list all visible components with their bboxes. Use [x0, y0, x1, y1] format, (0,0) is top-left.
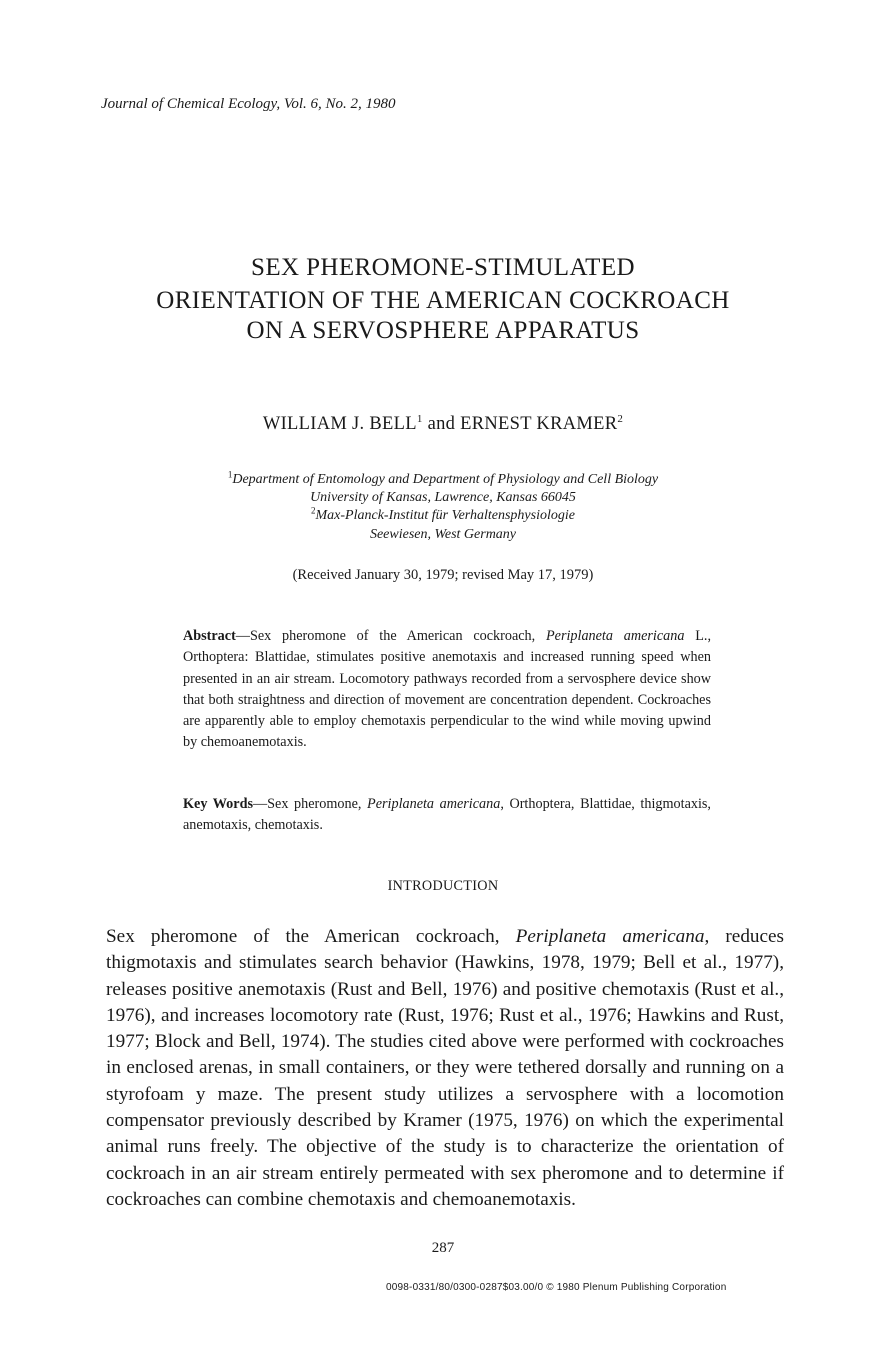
abstract-label: Abstract: [183, 628, 236, 644]
abstract-text: L., Orthoptera: Blattidae, stimulates positive anemotaxis and increased running speed when presented in an air stream. Locomotory pathways recorded from a servosphere device show that both straightness and direction of movement are concentration dependent. Cockroaches are apparently able to employ chemotaxis perpendicular to the wind while moving upwind by chemoanemotaxis.: [183, 628, 711, 751]
abstract: [183, 626, 711, 754]
title-line-3: ON A SERVOSPHERE APPARATUS: [246, 317, 640, 344]
introduction-paragraph: [106, 924, 784, 1213]
affiliation-line-1: [0, 471, 886, 489]
paragraph-text: Sex pheromone of the American cockroach,: [106, 926, 516, 947]
key-words: [183, 794, 711, 837]
affiliation-marker: 2: [617, 412, 624, 425]
section-heading-introduction: INTRODUCTION: [387, 878, 499, 894]
title-line-1: SEX PHEROMONE-STIMULATED: [251, 254, 635, 281]
key-words-text: , Orthoptera, Blattidae, thigmotaxis, anemotaxis, chemotaxis.: [183, 796, 711, 834]
key-words-dash: —: [252, 796, 268, 812]
received-dates: (Received January 30, 1979; revised May 17, 1979): [292, 567, 594, 583]
species-name: Periplaneta americana: [367, 796, 501, 812]
author-conjunction: and: [427, 414, 456, 434]
journal-citation: Journal of Chemical Ecology, Vol. 6, No. 2, 1980: [101, 96, 396, 112]
affiliation-line-3: [0, 507, 886, 525]
key-words-label: Key Words: [183, 796, 253, 812]
author-name: ERNEST KRAMER: [460, 414, 618, 434]
key-words-text: Sex pheromone,: [267, 796, 368, 812]
species-name: Periplaneta americana: [545, 628, 685, 644]
author-line: [0, 414, 886, 435]
abstract-text: Sex pheromone of the American cockroach,: [249, 628, 546, 644]
author-name: WILLIAM J. BELL: [262, 414, 417, 434]
paragraph-text: , reduces thigmotaxis and stimulates search behavior (Hawkins, 1978, 1979; Bell et al., 1977), releases positive anemotaxis (Rust and Bell, 1976) and positive chemotaxis (Rust et al., 1976), and increases locomotory rate (Rust, 1976; Rust et al., 1976; Hawkins and Rust, 1977; Block and Bell, 1974). The studies cited above were performed with cockroaches in enclosed arenas, in small containers, or they were tethered dorsally and running on a styrofoam y maze. The present study utilizes a servosphere with a locomotion compensator previously described by Kramer (1975, 1976) on which the experimental animal runs freely. The objective of the study is to characterize the orientation of cockroach in an air stream entirely permeated with sex pheromone and to determine if cockroaches can combine chemotaxis and chemoanemotaxis.: [106, 926, 785, 1210]
copyright-footer: 0098-0331/80/0300-0287$03.00/0 © 1980 Plenum Publishing Corporation: [386, 1282, 727, 1293]
affiliation-marker: 1: [227, 469, 233, 480]
abstract-dash: —: [235, 628, 250, 644]
title-line-2: ORIENTATION OF THE AMERICAN COCKROACH: [156, 287, 730, 314]
affiliation-line-4: Seewiesen, West Germany: [369, 527, 517, 542]
affiliation-marker: 2: [311, 505, 316, 516]
species-name: Periplaneta americana: [515, 926, 705, 947]
affiliation-text: Department of Entomology and Department of Physiology and Cell Biology: [232, 472, 659, 487]
page-number: 287: [431, 1240, 455, 1256]
affiliation-text: Max-Planck-Institut für Verhaltensphysiologie: [315, 508, 575, 523]
affiliation-marker: 1: [416, 412, 423, 425]
affiliation-line-2: University of Kansas, Lawrence, Kansas 66045: [310, 490, 576, 505]
